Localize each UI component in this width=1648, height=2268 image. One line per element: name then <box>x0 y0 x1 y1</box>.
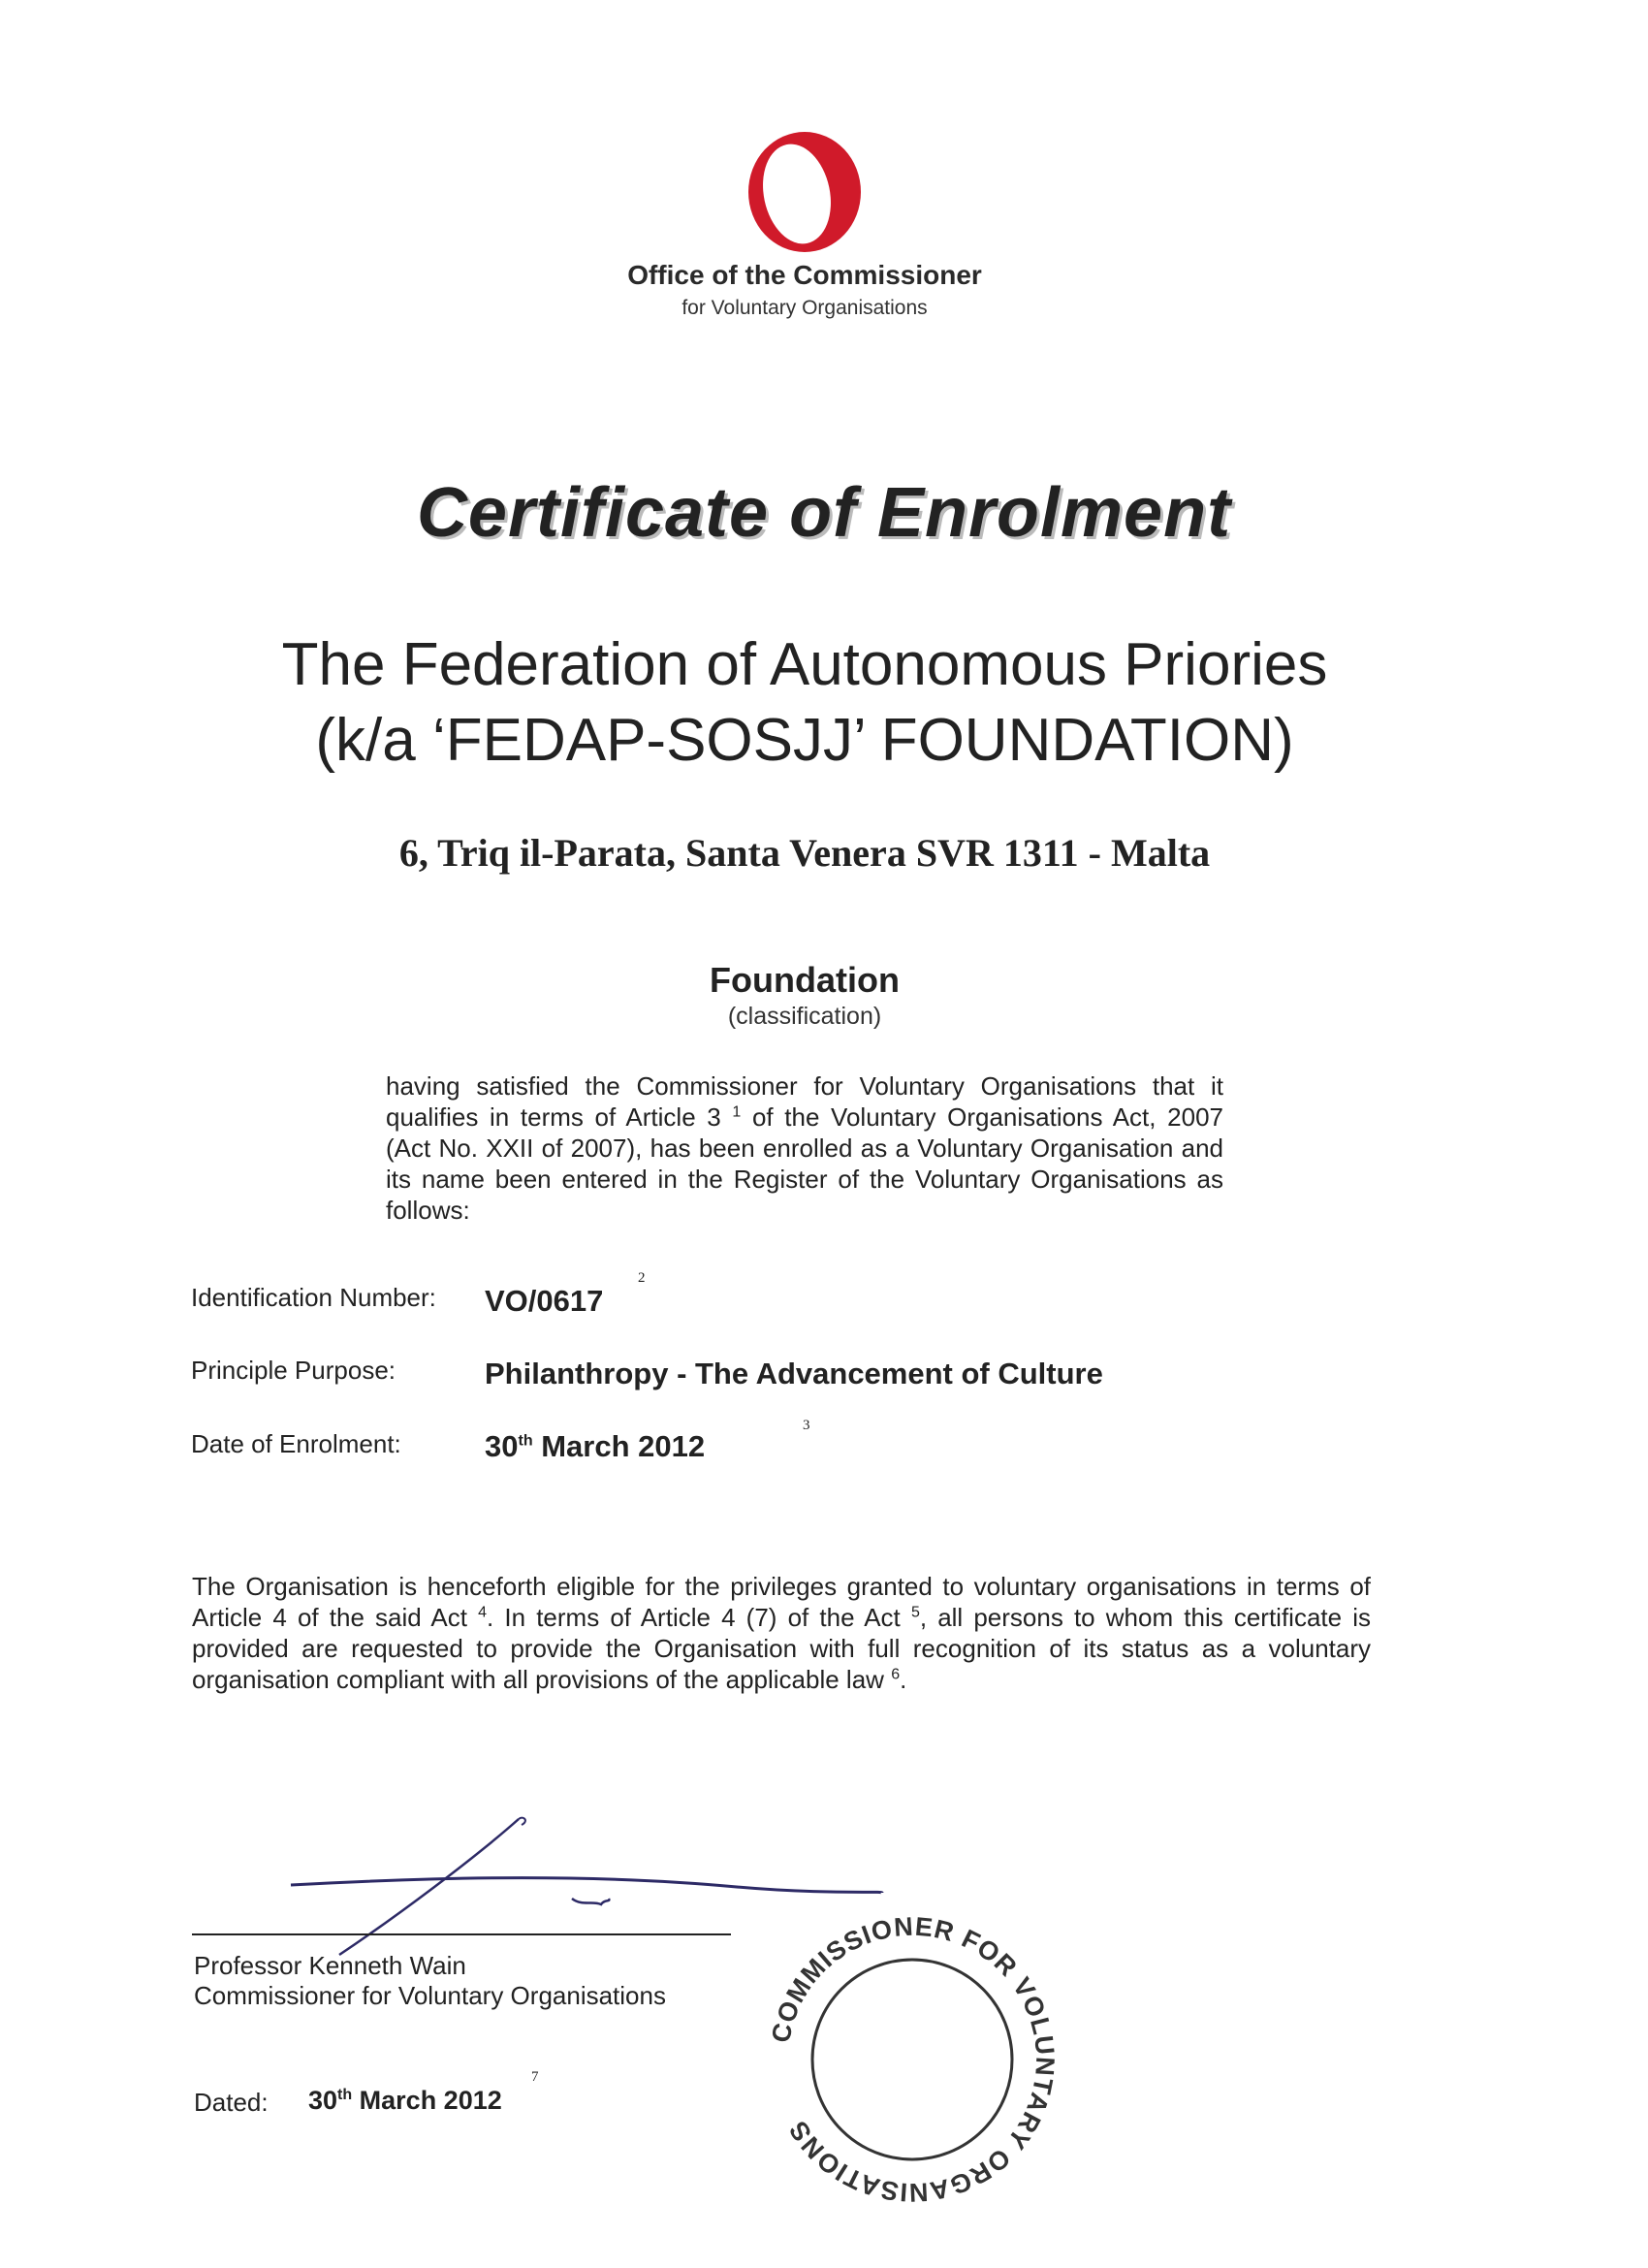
svg-text:COMMISSIONER FOR VOLUNTARY ORG <box>766 1912 1060 2208</box>
intro-text-part1: having satisfied the Commissioner for Voluntary Organisations that it qualifies in terms of Article 3 <box>386 1071 1223 1132</box>
office-subtitle: for Voluntary Organisations <box>681 297 928 319</box>
id-number-label: Identification Number: <box>191 1283 436 1312</box>
certificate-title: Certificate of Enrolment <box>416 474 1232 552</box>
enrolment-date-value <box>485 1429 705 1464</box>
organisation-name-line1: The Federation of Autonomous Priories <box>281 631 1328 698</box>
closing-paragraph <box>192 1571 1371 1695</box>
closing-text-part4: . <box>900 1665 907 1694</box>
dated-rest: March 2012 <box>352 2086 502 2115</box>
footnote-ref-1: 1 <box>732 1103 742 1121</box>
footnote-ref-6: 6 <box>891 1666 901 1683</box>
office-logo <box>737 124 872 260</box>
organisation-name-line2: (k/a ‘FEDAP-SOSJJ’ FOUNDATION) <box>315 707 1294 774</box>
id-number-value: VO/0617 <box>485 1284 604 1318</box>
closing-text-part2: . In terms of Article 4 (7) of the Act <box>487 1603 901 1632</box>
intro-paragraph <box>386 1070 1223 1226</box>
purpose-value: Philanthropy - The Advancement of Culture <box>485 1357 1103 1390</box>
footnote-ref-5: 5 <box>910 1604 920 1621</box>
organisation-address: 6, Triq il-Parata, Santa Venera SVR 1311 - Malta <box>398 831 1211 875</box>
purpose-label: Principle Purpose: <box>191 1356 396 1385</box>
dated-label: Dated: <box>194 2088 269 2117</box>
footnote-ref-7: 7 <box>531 2069 539 2085</box>
enrolment-date-day: 30 <box>485 1429 519 1463</box>
dated-day: 30 <box>308 2086 338 2115</box>
enrolment-date-label: Date of Enrolment: <box>191 1429 401 1458</box>
intro-text-part2: of the Voluntary Organisations Act, 2007 (Act No. XXII of 2007), has been enrolled as a Voluntary Organisation and its name been entered in the Register of the Voluntary Organisations as follows: <box>386 1102 1223 1225</box>
stamp-text: COMMISSIONER FOR VOLUNTARY ORGANISATIONS <box>766 1911 1061 2208</box>
signatory-name: Professor Kenneth Wain <box>194 1951 466 1980</box>
classification: Foundation <box>710 960 900 1000</box>
dated-value <box>308 2086 502 2116</box>
official-stamp <box>758 1905 1066 2214</box>
footnote-ref-2: 2 <box>638 1270 646 1286</box>
enrolment-date-rest: March 2012 <box>532 1429 706 1463</box>
footnote-ref-4: 4 <box>478 1604 488 1621</box>
closing-text-part3: , all persons to whom this certificate is provided are requested to provide the Organisation with full recognition of its status as a voluntary organisation compliant with all provisions of the applicable law <box>192 1603 1372 1694</box>
signature-line <box>192 1933 731 1935</box>
classification-note: (classification) <box>727 1003 882 1030</box>
closing-text-part1: The Organisation is henceforth eligible for the privileges granted to voluntary organisations in terms of Article 4 of the said Act <box>192 1572 1371 1632</box>
footnote-ref-3: 3 <box>803 1418 810 1433</box>
office-name: Office of the Commissioner <box>627 260 982 290</box>
signatory-title: Commissioner for Voluntary Organisations <box>194 1981 666 2010</box>
dated-suffix: th <box>337 2087 353 2103</box>
enrolment-date-suffix: th <box>518 1432 533 1450</box>
